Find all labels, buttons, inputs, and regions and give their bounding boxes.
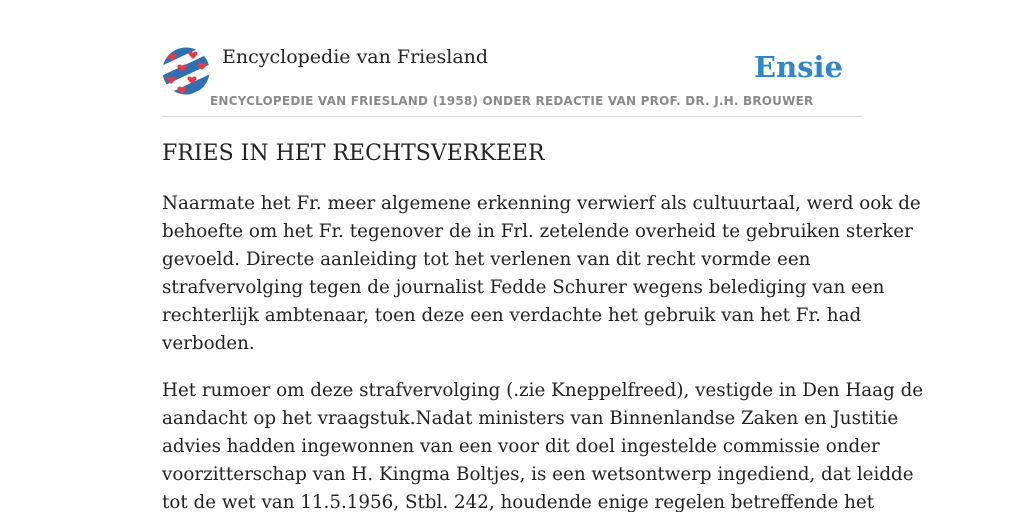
ensie-logo-link[interactable]: Ensie: [754, 50, 843, 84]
paragraph-line: voorzitterschap van H. Kingma Boltjes, is een wetsontwerp ingediend, dat leidde: [162, 464, 914, 485]
paragraph-line: tot de wet van 11.5.1956, Stbl. 242, houdende enige regelen betreffende het: [162, 492, 875, 512]
article-title: FRIES IN HET RECHTSVERKEER: [162, 141, 545, 166]
paragraph-line: gevoeld. Directe aanleiding tot het verlenen van dit recht vormde een: [162, 249, 811, 270]
paragraph-line: rechterlijk ambtenaar, toen deze een verdachte het gebruik van het Fr. had: [162, 305, 862, 326]
paragraph-line: aandacht op het vraagstuk.Nadat ministers van Binnenlandse Zaken en Justitie: [162, 408, 899, 429]
paragraph-line: strafvervolging tegen de journalist Fedde Schurer wegens belediging van een: [162, 277, 885, 298]
paragraph-line: behoefte om het Fr. tegenover de in Frl. zetelende overheid te gebruiken sterker: [162, 221, 913, 242]
article-paragraph-1: [162, 190, 921, 358]
site-subtitle: ENCYCLOPEDIE VAN FRIESLAND (1958) ONDER REDACTIE VAN PROF. DR. J.H. BROUWER: [210, 94, 814, 108]
frisian-flag-icon[interactable]: [162, 47, 210, 95]
paragraph-line: Het rumoer om deze strafvervolging (.zie Kneppelfreed), vestigde in Den Haag de: [162, 380, 924, 401]
article-paragraph-2: [162, 377, 924, 512]
paragraph-line: verboden.: [162, 333, 255, 354]
site-header: [162, 44, 862, 117]
article: [162, 138, 924, 512]
site-title[interactable]: Encyclopedie van Friesland: [222, 46, 489, 68]
paragraph-line: Naarmate het Fr. meer algemene erkenning verwierf als cultuurtaal, werd ook de: [162, 193, 921, 214]
paragraph-line: advies hadden ingewonnen van een voor dit doel ingestelde commissie onder: [162, 436, 880, 457]
